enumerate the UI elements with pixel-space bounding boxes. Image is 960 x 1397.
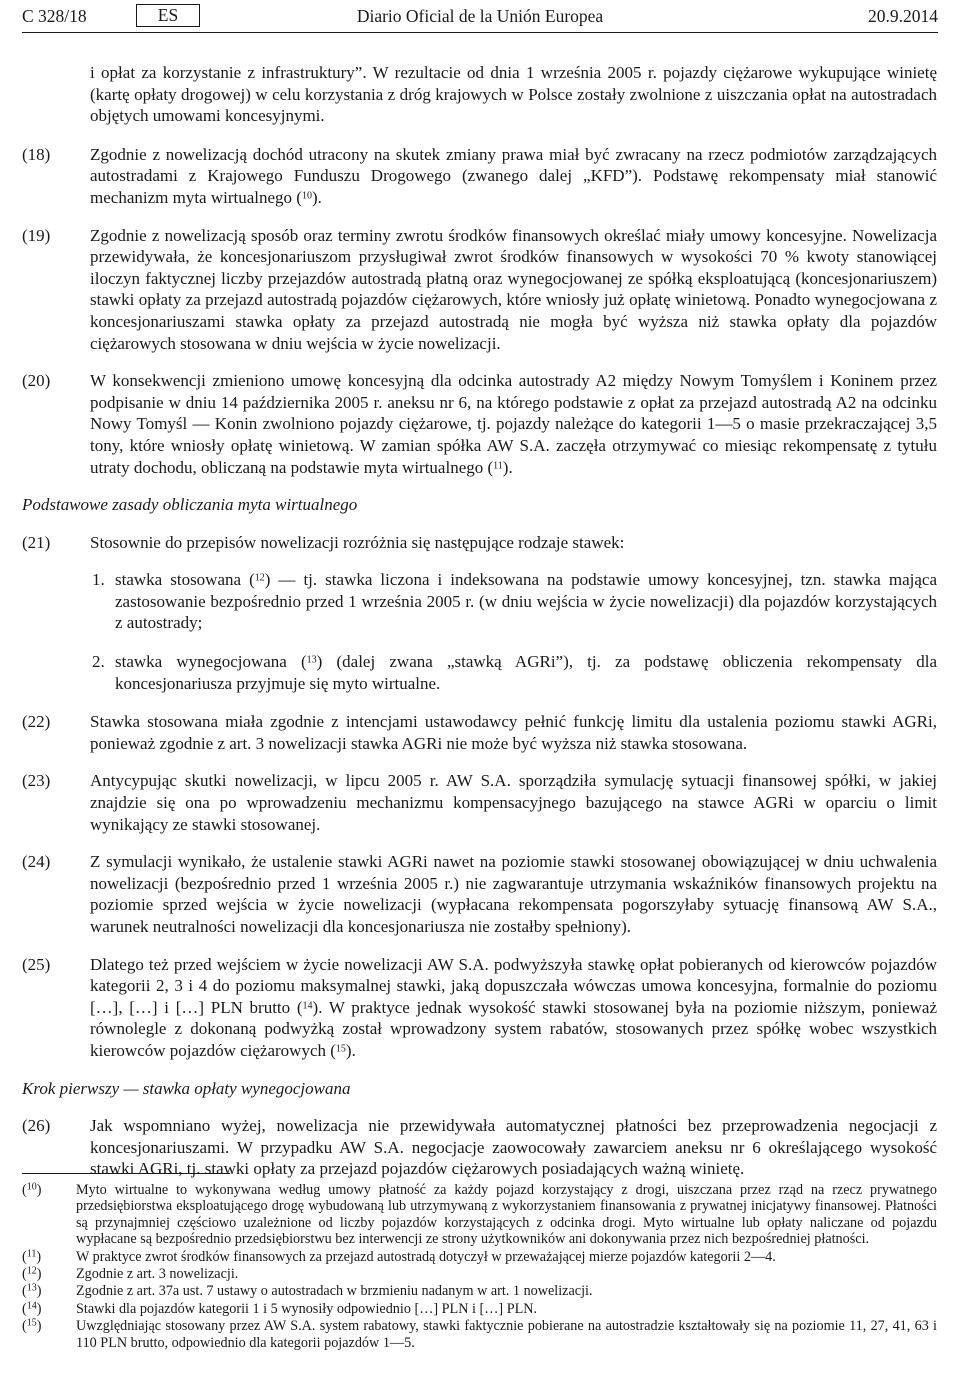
paragraph-18 [22, 144, 937, 209]
footnote-text: W praktyce zwrot środków finansowych za przejazd autostradą dotyczył w przeważającej mierze pojazdów kategorii 2—4. [76, 1248, 776, 1265]
paragraph-number: (23) [22, 771, 51, 791]
footnote-mark: ($^{11}$) [22, 1248, 42, 1265]
footnote-text: Myto wirtualne to wykonywana według umowy płatność za każdy pojazd korzystający z drogi, uiszczana przez rząd na rzecz prywatnego przedsiębiorstwa eksploatującego drogę wybudowaną lub utrzymywaną z wykorzystaniem finansowania z prywatnej inicjatywy finansowej. Płatności są przynajmniej częściowo uzależnione od liczby pojazdów korzystających z odcinka drogi. Myto wirtualne lub opłaty naliczane od pojazdu wypłacane są bezpośrednio przedsiębiorstwu bez interwencji ze strony użytkowników ani dokonywania przez nich bezpośredniej płatności. [76, 1182, 937, 1248]
footnote-ref[interactable]: 10 [301, 190, 312, 202]
footnote-ref[interactable]: 15 [335, 1043, 346, 1055]
paragraph-text: Dlatego też przed wejściem w życie nowelizacji AW S.A. podwyższyła stawkę opłat pobieranych od kierowców pojazdów kategorii 2, 3 i 4 do poziomu maksymalnej stawki, jaką dopuszczała wówczas umowa koncesyjna, formalnie do poziomu […], […] i […] PLN brutto ( [90, 954, 937, 1017]
footnote-text: Zgodnie z art. 3 nowelizacji. [76, 1266, 239, 1283]
paragraph-text: W konsekwencji zmieniono umowę koncesyjną dla odcinka autostrady A2 między Nowym Tomyślem i Koninem przez podpisanie w dniu 14 października 2005 r. aneksu nr 6, na którego podstawie z opłat za przejazd autostradą A2 na odcinku Nowy Tomyśl — Konin zwolniono pojazdy ciężarowe, tj. pojazdy należące do kategorii 1—5 o masie przekraczającej 3,5 tony, które wniosły opłatę winietową. W zamian spółka AW S.A. zaczęła otrzymywać co miesiąc rekompensatę z tytułu utraty dochodu, obliczaną na podstawie myta wirtualnego ( [90, 371, 937, 477]
publication-date: 20.9.2014 [868, 6, 938, 26]
footnote-ref[interactable]: 12 [254, 572, 265, 584]
footnote-mark: ($^{13}$) [22, 1282, 42, 1300]
list-item-number: 1. [92, 570, 105, 590]
list-item-text: stawka stosowana ( [115, 570, 255, 590]
intro-paragraph: i opłat za korzystanie z infrastruktury”. W rezultacie od dnia 1 września 2005 r. pojazdy ciężarowe wykupujące winietę (kartę opłaty drogowej) w celu korzystania z dróg krajowych w Polsce zostały zwolnione z uiszczania opłat na autostradach objętych umowami koncesyjnymi. [90, 63, 937, 126]
paragraph-number: (24) [22, 852, 51, 872]
paragraph-number: (22) [22, 712, 51, 732]
paragraph-number: (25) [22, 954, 51, 974]
paragraph-number: (21) [22, 532, 51, 552]
paragraph-text-mid: ). W praktyce jednak wysokość stawki stosowanej była na poziomie niższym, ponieważ równolegle z dokonaną podwyżką został wprowadzony system rabatów, stosowanych przez spółkę wobec wszystkich kierowców pojazdów ciężarowych ( [90, 997, 937, 1060]
footnote-10 [22, 1182, 937, 1248]
paragraph-21 [22, 532, 937, 554]
paragraph-number: (20) [22, 371, 51, 391]
paragraph-20 [22, 370, 937, 478]
footnote-15 [22, 1318, 937, 1351]
paragraph-text: Zgodnie z nowelizacją dochód utracony na skutek zmiany prawa miał być zwracany na rzecz podmiotów zarządzających autostradami z Krajowego Funduszu Drogowego (zwanego dalej „KFD”). Podstawę rekompensaty miał stanowić mechanizm myta wirtualnego ( [90, 144, 937, 207]
list-item-text-tail: ) — tj. stawka liczona i indeksowana na podstawie umowy koncesyjnej, tzn. stawka mająca zastosowanie bezpośrednio przed 1 września 2005 r. (w dniu wejścia w życie nowelizacji) dla pojazdów korzystających z autostrady; [115, 570, 937, 633]
section-heading: Krok pierwszy — stawka opłaty wynegocjowana [22, 1078, 351, 1098]
footnote-text: Stawki dla pojazdów kategorii 1 i 5 wynosiły odpowiednio […] PLN i […] PLN. [76, 1300, 538, 1317]
paragraph-text: Stawka stosowana miała zgodnie z intencjami ustawodawcy pełnić funkcję limitu dla ustalenia poziomu stawki AGRi, ponieważ zgodnie z art. 3 nowelizacji stawka AGRi nie może być wyższa niż stawka stosowana. [90, 712, 937, 753]
footnote-ref[interactable]: 14 [302, 1000, 313, 1012]
paragraph-text: Zgodnie z nowelizacją sposób oraz terminy zwrotu środków finansowych określać miały umowy koncesyjne. Nowelizacja przewidywała, że koncesjonariuszom przysługiwał zwrot środków finansowych w wysokości 70 % kwoty stanowiącej iloczyn faktycznej liczby przejazdów autostradą płatną oraz wynegocjowanej ze spółką eksploatującą (koncesjonariuszem) stawki opłaty za przejazd autostradą pojazdów ciężarowych, które wniosły już opłatę winietową. Ponadto wynegocjowana z koncesjonariuszami stawka opłaty za przejazd autostradą nie mogła być wyższa niż stawka opłaty dla pojazdów ciężarowych stosowana w dniu wejścia w życie nowelizacji. [90, 225, 937, 353]
footnote-12 [22, 1266, 937, 1282]
journal-title: Diario Oficial de la Unión Europea [356, 6, 604, 26]
paragraph-23 [22, 770, 937, 835]
footnote-rule [22, 1173, 230, 1174]
list-item-number: 2. [92, 652, 105, 672]
paragraph-text-tail: ). [502, 457, 513, 477]
footnote-mark: ($^{15}$) [22, 1317, 42, 1335]
paragraph-number: (18) [22, 144, 51, 164]
footnote-mark: ($^{10}$) [22, 1181, 42, 1198]
footnote-text: Zgodnie z art. 37a ust. 7 ustawy o autostradach w brzmieniu nadanym w art. 1 nowelizacji. [76, 1283, 593, 1300]
footnote-ref[interactable]: 13 [306, 654, 317, 666]
footnote-14 [22, 1301, 937, 1317]
footnotes [22, 1182, 937, 1352]
footnote-text: Uwzględniając stosowany przez AW S.A. system rabatowy, stawki faktycznie pobierane na autostradzie kształtowały się na poziomie 11, 27, 41, 63 i 110 PLN brutto, odpowiednio dla kategorii pojazdów 1—5. [76, 1318, 937, 1351]
list-item-1 [22, 569, 937, 634]
paragraph-24 [22, 851, 937, 937]
paragraph-text-tail: ). [345, 1040, 356, 1060]
paragraph-19 [22, 225, 937, 355]
list-item-2 [22, 651, 937, 694]
footnote-mark: ($^{12}$) [22, 1265, 42, 1283]
page-reference: C 328/18 [22, 6, 87, 26]
paragraph-text: Stosownie do przepisów nowelizacji rozróżnia się następujące rodzaje stawek: [90, 532, 625, 552]
paragraph-text: Jak wspomniano wyżej, nowelizacja nie przewidywała automatycznej płatności bez przeprowadzenia negocjacji z koncesjonariuszami. W przypadku AW S.A. negocjacje zaowocowały zawarciem aneksu nr 6 określającego wysokość stawki AGRi, tj. stawki opłaty za przejazd pojazdów ciężarowych posiadających ważną winietę. [90, 1116, 937, 1179]
footnote-13 [22, 1283, 937, 1299]
paragraph-25 [22, 954, 937, 1062]
paragraph-text: Antycypując skutki nowelizacji, w lipcu 2005 r. AW S.A. sporządziła symulację sytuacji finansowej spółki, w jakiej znajdzie się ona po wprowadzeniu mechanizmu kompensacyjnego bazującego na stawce AGRi w oparciu o limit wynikający ze stawki stosowanej. [90, 771, 937, 834]
footnote-ref[interactable]: 11 [493, 460, 503, 471]
paragraph-number: (19) [22, 225, 51, 245]
header-rule [22, 32, 938, 33]
page-header [22, 4, 938, 28]
footnote-mark: ($^{14}$) [22, 1300, 42, 1317]
list-item-text: stawka wynegocjowana ( [115, 652, 307, 672]
list-item-text-tail: ) (dalej zwana „stawką AGRi”), tj. za podstawę obliczenia rekompensaty dla koncesjonariusza przyjmuje się myto wirtualne. [115, 652, 937, 693]
footnote-11 [22, 1249, 937, 1265]
body-content [22, 62, 937, 1196]
paragraph-text-tail: ). [311, 187, 322, 207]
section-heading: Podstawowe zasady obliczania myta wirtualnego [22, 495, 358, 515]
language-box: ES [136, 4, 200, 27]
paragraph-number: (26) [22, 1116, 51, 1136]
paragraph-26 [22, 1115, 937, 1180]
paragraph-text: Z symulacji wynikało, że ustalenie stawki AGRi nawet na poziomie stawki stosowanej obowiązującej w dniu uchwalenia nowelizacji (bezpośrednio przed 1 września 2005 r.) nie zagwarantuje utrzymania wskaźników finansowych projektu na poziomie sprzed wejścia w życie nowelizacji (wypłacana rekompensata pogorszyłaby sytuację finansową AW S.A., warunek neutralności nowelizacji dla koncesjonariusza nie zostałby spełniony). [90, 852, 937, 936]
paragraph-22 [22, 711, 937, 754]
